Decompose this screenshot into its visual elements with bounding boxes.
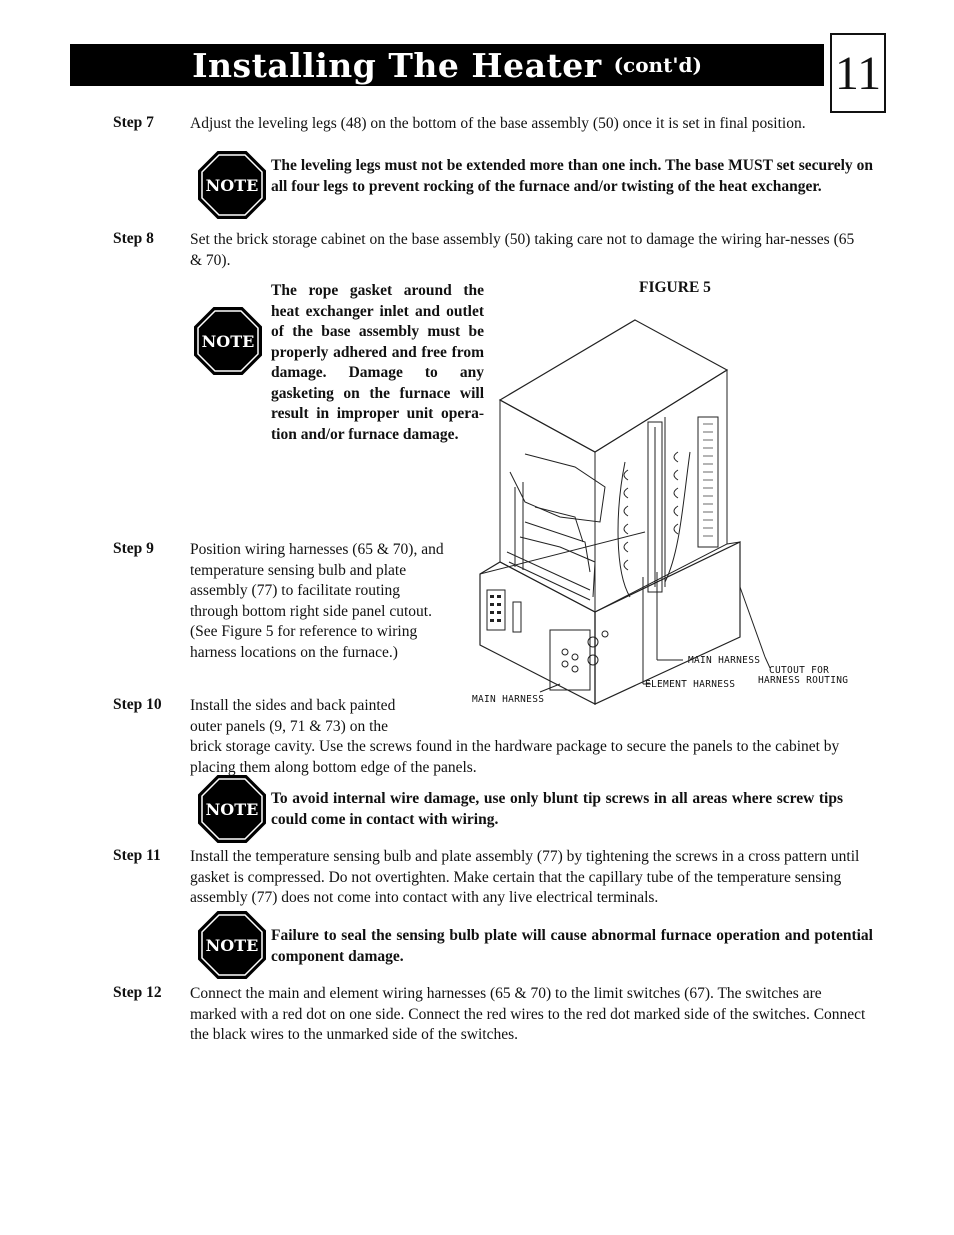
callout-element-harness: ELEMENT HARNESS [645, 679, 736, 690]
svg-text:NOTE: NOTE [205, 936, 259, 955]
step-8-text: Set the brick storage cabinet on the base assembly (50) taking care not to damage the wiring har-nesses (65 & 70). [190, 231, 855, 269]
note-1-text: The leveling legs must not be extended more than one inch. The base MUST set securely on all four legs to prevent rocking of the furnace and/or twisting of the heat exchanger. [271, 157, 873, 195]
step-9-text: Position wiring harnesses (65 & 70), and temperature sensing bulb and plate assembly (77) to facilitate routing through bottom right side panel cutout. (See Figure 5 for reference to wiring harness locations on the furnace.) [190, 541, 444, 661]
callout-main-harness: MAIN HARNESS [688, 655, 761, 666]
figure-label: FIGURE 5 [639, 279, 711, 296]
page-header-bar [70, 44, 824, 86]
callout-cutout-line1: CUTOUT FOR [769, 665, 830, 676]
note-stop-icon [197, 910, 267, 985]
step-7-label: Step 7 [113, 114, 154, 131]
note-stop-icon [197, 774, 267, 849]
page-number: 11 [830, 33, 886, 113]
step-7-text: Adjust the leveling legs (48) on the bottom of the base assembly (50) once it is set in final position. [190, 115, 806, 132]
callout-cutout-line2: HARNESS ROUTING [758, 675, 849, 686]
svg-text:NOTE: NOTE [205, 800, 259, 819]
step-12-text: Connect the main and element wiring harnesses (65 & 70) to the limit switches (67). The switches are marked with a red dot on one side. Connect the red wires to the red dot marked side of the switches. Connect the black wires to the unmarked side of the switches. [190, 985, 866, 1043]
page-subtitle: (cont'd) [613, 53, 702, 77]
note-2-text: The rope gasket around the heat exchanger inlet and outlet of the base assembly must be properly adhered and free from damage. Damage to any gasketing on the furnace will result in improper unit opera-tion and/or furnace damage. [271, 282, 484, 443]
step-10-text-part2: brick storage cavity. Use the screws found in the hardware package to secure the panels to the cabinet by placing them along bottom edge of the panels. [190, 738, 840, 776]
note-stop-icon [193, 306, 263, 381]
callout-main-harness-left: MAIN HARNESS [472, 694, 545, 705]
step-9-label: Step 9 [113, 540, 154, 557]
svg-text:NOTE: NOTE [201, 332, 255, 351]
note-stop-icon [197, 150, 267, 225]
step-10-text-part1: Install the sides and back painted outer panels (9, 71 & 73) on the [190, 697, 396, 735]
note-3-text: To avoid internal wire damage, use only blunt tip screws in all areas where screw tips could come in contact with wiring. [271, 790, 843, 828]
step-12-label: Step 12 [113, 984, 162, 1001]
page-title: Installing The Heater [192, 45, 602, 85]
step-11-label: Step 11 [113, 847, 161, 864]
svg-text:NOTE: NOTE [205, 176, 259, 195]
note-4-text: Failure to seal the sensing bulb plate will cause abnormal furnace operation and potential component damage. [271, 927, 873, 965]
figure-5-drawing [465, 312, 845, 712]
step-8-label: Step 8 [113, 230, 154, 247]
step-10-label: Step 10 [113, 696, 162, 713]
step-11-text: Install the temperature sensing bulb and plate assembly (77) by tightening the screws in a cross pattern until gasket is compressed. Do not overtighten. Make certain that the capillary tube of the temperature sensing assembly (77) does not come into contact with any live electrical terminals. [190, 848, 860, 906]
